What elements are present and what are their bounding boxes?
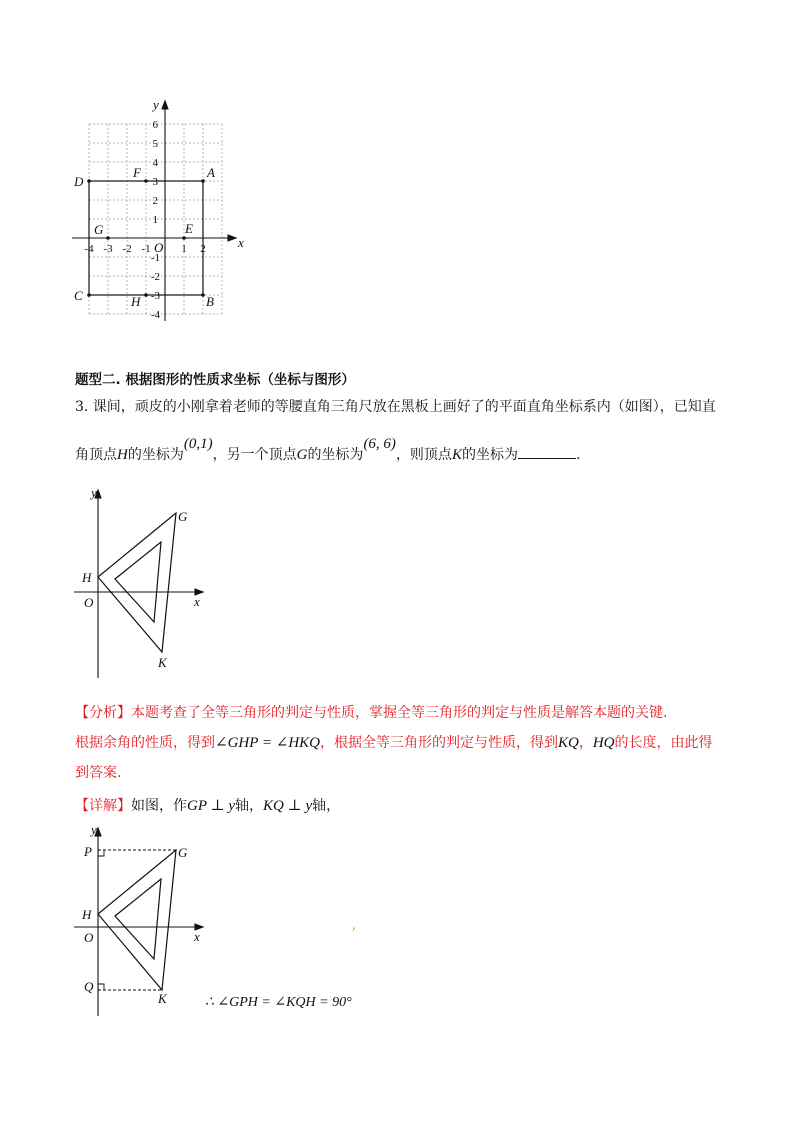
gp-perpendicular: GP ⊥ y: [187, 798, 235, 814]
point-label-g: G: [94, 222, 104, 237]
y-tick-label: 4: [152, 157, 158, 169]
y-tick-label: -2: [150, 271, 160, 283]
x-tick-label: 1: [181, 243, 187, 255]
x-tick-label: -2: [122, 243, 132, 255]
analysis-line-3: 到答案.: [75, 765, 122, 781]
y-tick-label: 2: [152, 195, 158, 207]
analysis-line-1: 【分析】本题考查了全等三角形的判定与性质，掌握全等三角形的判定与性质是解答本题的关键.: [75, 705, 668, 721]
y-axis-label: y: [91, 485, 97, 500]
segment-hq: HQ: [592, 735, 615, 751]
g-coordinate: (6, 6): [363, 436, 396, 452]
vertex-label-h: H: [82, 570, 92, 585]
x-axis-label: x: [238, 235, 244, 250]
y-axis-label: y: [153, 97, 159, 112]
y-axis-label: y: [91, 822, 97, 837]
vertex-label-h: H: [82, 907, 92, 922]
triangle-figure: [70, 482, 220, 682]
conclusion-equation: ∴ ∠GPH = ∠KQH = 90°: [205, 995, 352, 1010]
x-tick-label: -1: [141, 243, 151, 255]
y-tick-label: 5: [152, 138, 158, 150]
section-title: 题型二. 根据图形的性质求坐标（坐标与图形）: [75, 372, 355, 388]
detail-line: 【详解】如图，作GP ⊥ y轴，KQ ⊥ y轴，: [75, 798, 341, 814]
coordinate-grid-figure: [60, 95, 250, 325]
origin-label: O: [84, 930, 94, 945]
y-tick-label: -1: [150, 252, 160, 264]
x-tick-label: -3: [103, 243, 113, 255]
vertex-label-k: K: [158, 991, 167, 1006]
y-tick-label: -4: [150, 309, 160, 321]
y-tick-label: -3: [150, 290, 160, 302]
point-label-f: F: [133, 165, 141, 180]
point-label-a: A: [207, 165, 215, 180]
x-tick-label: -4: [84, 243, 94, 255]
y-tick-label: 1: [152, 214, 158, 226]
stray-comma: ,: [352, 918, 357, 933]
problem-line-1: 3. 课间，顽皮的小刚拿着老师的等腰直角三角尺放在黑板上画好了的平面直角坐标系内（如图），已知直: [75, 399, 716, 415]
var-k: K: [451, 447, 462, 463]
point-label-q: Q: [84, 979, 94, 994]
origin-label: O: [84, 595, 94, 610]
y-tick-label: 6: [152, 119, 158, 131]
detail-tag: 【详解】: [75, 798, 131, 814]
vertex-label-g: G: [178, 845, 188, 860]
x-axis-label: x: [194, 929, 200, 944]
problem-line-2: 角顶点H的坐标为(0,1)，另一个顶点G的坐标为(6, 6)，则顶点K的坐标为 .: [75, 436, 581, 463]
point-label-h: H: [131, 294, 141, 309]
point-label-e: E: [185, 221, 193, 236]
x-axis-label: x: [194, 594, 200, 609]
h-coordinate: (0,1): [183, 436, 213, 452]
point-label-p: P: [84, 844, 92, 859]
y-tick-label: 3: [152, 176, 158, 188]
angle-equation: ∠GHP = ∠HKQ: [215, 735, 320, 751]
segment-kq: KQ: [558, 735, 579, 751]
analysis-tag: 【分析】: [75, 705, 131, 721]
point-label-d: D: [74, 174, 84, 189]
vertex-label-g: G: [178, 509, 188, 524]
triangle-with-perpendiculars-figure: [70, 820, 220, 1020]
analysis-line-2: 根据余角的性质，得到∠GHP = ∠HKQ，根据全等三角形的判定与性质，得到KQ，HQ的长度，由此得: [75, 735, 713, 751]
point-label-c: C: [74, 288, 83, 303]
point-label-b: B: [206, 294, 214, 309]
kq-perpendicular: KQ ⊥ y: [263, 798, 313, 814]
var-h: H: [117, 447, 128, 463]
answer-blank: [518, 444, 576, 459]
var-g: G: [296, 447, 308, 463]
x-tick-label: 2: [200, 243, 206, 255]
origin-label: O: [154, 240, 164, 255]
vertex-label-k: K: [158, 655, 167, 670]
